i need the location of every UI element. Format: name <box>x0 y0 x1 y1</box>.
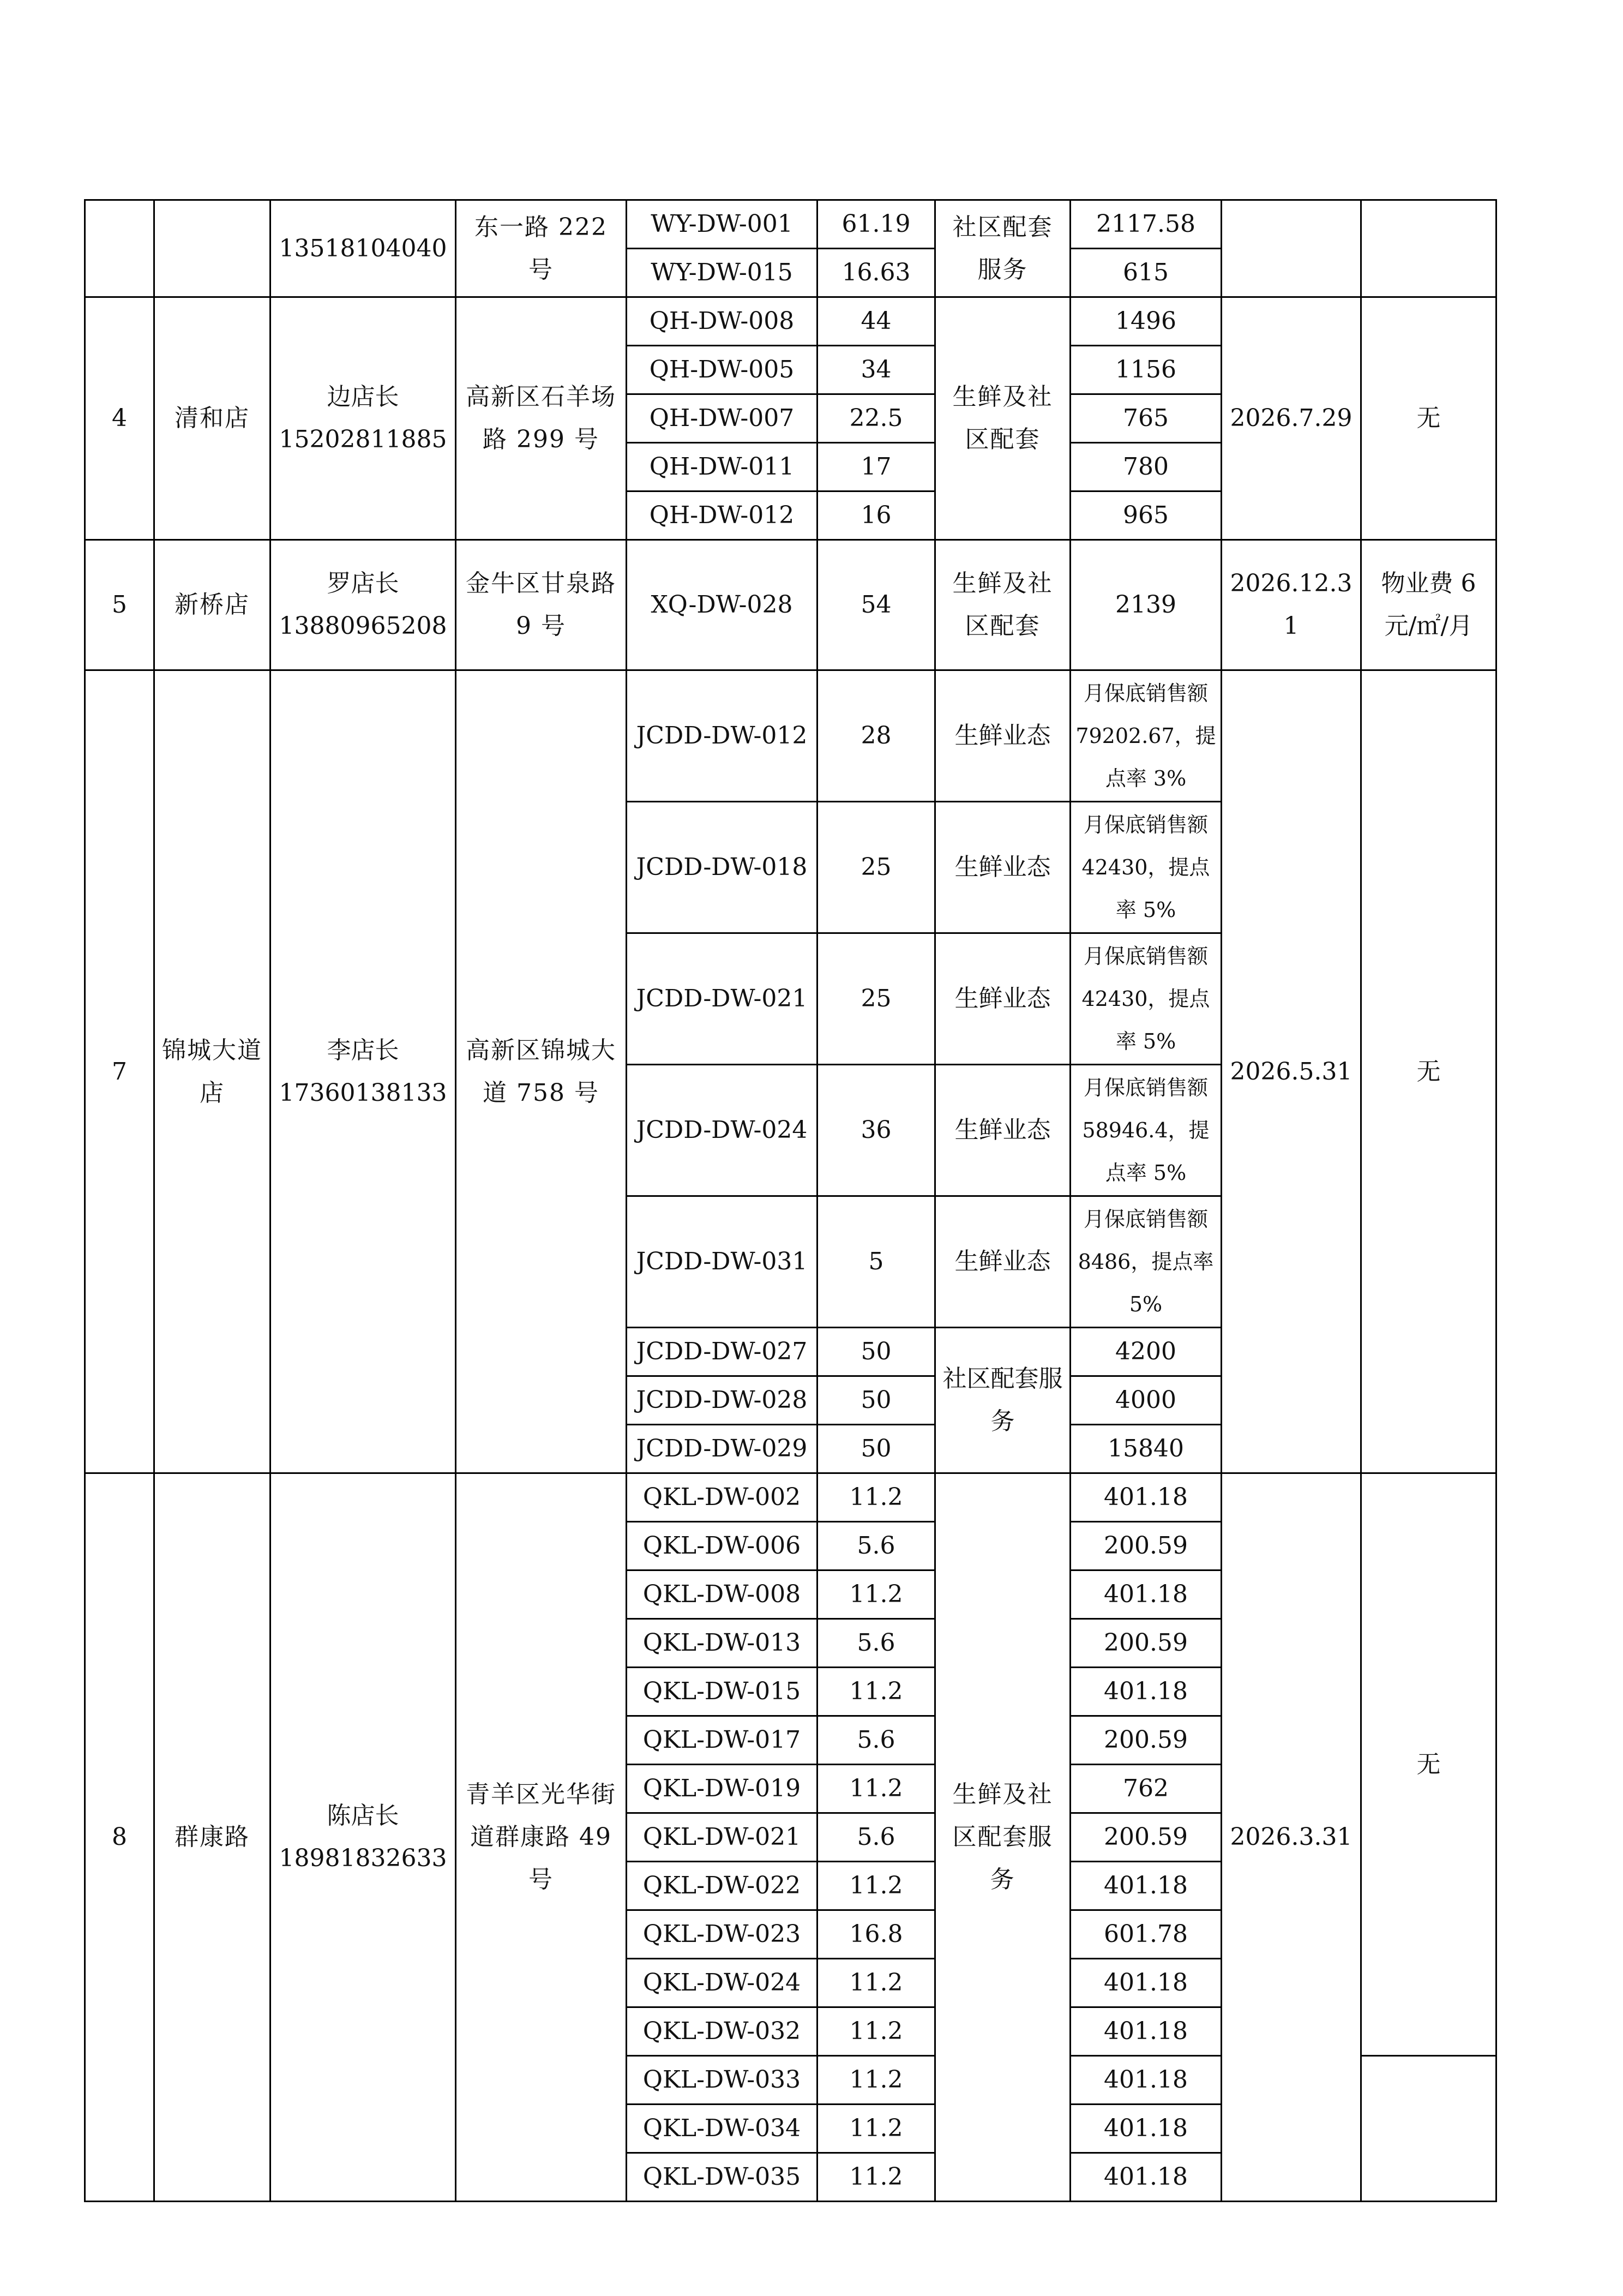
use-cell: 生鲜及社区配套 <box>935 540 1071 670</box>
date-cell <box>1222 200 1361 297</box>
unit-code: QKL-DW-019 <box>627 1765 817 1813</box>
unit-code: QKL-DW-006 <box>627 1522 817 1570</box>
unit-rent: 762 <box>1071 1765 1222 1813</box>
unit-rent: 200.59 <box>1071 1716 1222 1765</box>
unit-rent: 780 <box>1071 443 1222 491</box>
unit-rent: 月保底销售额 79202.67，提点率 3% <box>1071 670 1222 802</box>
unit-rent: 1156 <box>1071 346 1222 394</box>
unit-rent: 401.18 <box>1071 1668 1222 1716</box>
unit-code: QH-DW-008 <box>627 297 817 346</box>
unit-area: 16 <box>817 491 935 540</box>
unit-code: QKL-DW-021 <box>627 1813 817 1862</box>
store-no-cell: 7 <box>85 670 154 1473</box>
lease-table <box>84 199 1497 2202</box>
unit-rent: 15840 <box>1071 1425 1222 1473</box>
unit-area: 11.2 <box>817 2105 935 2153</box>
unit-rent: 月保底销售额 8486，提点率 5% <box>1071 1196 1222 1328</box>
unit-area: 50 <box>817 1425 935 1473</box>
unit-code: QKL-DW-002 <box>627 1473 817 1522</box>
unit-code: QH-DW-011 <box>627 443 817 491</box>
manager-name: 李店长 <box>327 1036 399 1064</box>
unit-rent: 4200 <box>1071 1328 1222 1376</box>
manager-phone: 17360138133 <box>279 1078 447 1107</box>
contact-cell: 13518104040 <box>270 200 456 297</box>
unit-code: QKL-DW-015 <box>627 1668 817 1716</box>
unit-area: 5.6 <box>817 1813 935 1862</box>
unit-rent: 月保底销售额 58946.4，提点率 5% <box>1071 1065 1222 1196</box>
unit-area: 34 <box>817 346 935 394</box>
unit-rent: 601.78 <box>1071 1910 1222 1959</box>
store-no-cell: 8 <box>85 1473 154 2202</box>
unit-code: QKL-DW-017 <box>627 1716 817 1765</box>
unit-area: 5.6 <box>817 1716 935 1765</box>
manager-phone: 13880965208 <box>279 612 447 640</box>
date-cell: 2026.12.31 <box>1222 540 1361 670</box>
unit-code: JCDD-DW-012 <box>627 670 817 802</box>
use-cell: 生鲜业态 <box>935 1065 1071 1196</box>
use-cell: 社区配套服务 <box>935 200 1071 297</box>
date-cell: 2026.7.29 <box>1222 297 1361 540</box>
unit-rent: 200.59 <box>1071 1813 1222 1862</box>
unit-code: QKL-DW-008 <box>627 1570 817 1619</box>
unit-area: 11.2 <box>817 1765 935 1813</box>
date-cell: 2026.5.31 <box>1222 670 1361 1473</box>
manager-name: 边店长 <box>327 383 399 411</box>
unit-rent: 401.18 <box>1071 2105 1222 2153</box>
unit-area: 11.2 <box>817 2153 935 2202</box>
unit-code: QKL-DW-024 <box>627 1959 817 2007</box>
store-name-cell: 锦城大道店 <box>154 670 270 1473</box>
unit-area: 11.2 <box>817 2007 935 2056</box>
unit-area: 16.8 <box>817 1910 935 1959</box>
unit-rent: 401.18 <box>1071 1862 1222 1910</box>
unit-rent: 401.18 <box>1071 1473 1222 1522</box>
store-name-cell <box>154 200 270 297</box>
unit-area: 11.2 <box>817 1668 935 1716</box>
unit-code: QH-DW-005 <box>627 346 817 394</box>
unit-code: JCDD-DW-028 <box>627 1376 817 1425</box>
contact-cell <box>270 297 456 540</box>
unit-area: 11.2 <box>817 1570 935 1619</box>
unit-code: QKL-DW-033 <box>627 2056 817 2105</box>
store-no-cell: 5 <box>85 540 154 670</box>
unit-code: QH-DW-012 <box>627 491 817 540</box>
note-cell: 无 <box>1361 297 1496 540</box>
unit-rent: 200.59 <box>1071 1522 1222 1570</box>
unit-rent: 4000 <box>1071 1376 1222 1425</box>
unit-rent: 401.18 <box>1071 2056 1222 2105</box>
store-name-cell: 清和店 <box>154 297 270 540</box>
manager-name: 罗店长 <box>327 569 399 597</box>
unit-area: 11.2 <box>817 1959 935 2007</box>
address-cell: 金牛区甘泉路 9 号 <box>456 540 627 670</box>
address-cell: 高新区锦城大道 758 号 <box>456 670 627 1473</box>
unit-rent: 401.18 <box>1071 1570 1222 1619</box>
unit-code: QKL-DW-032 <box>627 2007 817 2056</box>
use-cell: 生鲜业态 <box>935 933 1071 1065</box>
unit-area: 11.2 <box>817 1862 935 1910</box>
unit-area: 61.19 <box>817 200 935 249</box>
unit-code: JCDD-DW-024 <box>627 1065 817 1196</box>
note-cell-empty <box>1361 2056 1496 2202</box>
unit-area: 50 <box>817 1376 935 1425</box>
contact-cell <box>270 1473 456 2202</box>
unit-code: QKL-DW-013 <box>627 1619 817 1668</box>
address-cell: 高新区石羊场路 299 号 <box>456 297 627 540</box>
unit-rent: 月保底销售额 42430，提点率 5% <box>1071 802 1222 933</box>
store-name-cell: 群康路 <box>154 1473 270 2202</box>
unit-area: 25 <box>817 933 935 1065</box>
store-no-cell <box>85 200 154 297</box>
unit-rent: 2139 <box>1071 540 1222 670</box>
unit-area: 25 <box>817 802 935 933</box>
store-no-cell: 4 <box>85 297 154 540</box>
unit-rent: 1496 <box>1071 297 1222 346</box>
unit-rent: 月保底销售额 42430，提点率 5% <box>1071 933 1222 1065</box>
unit-rent: 965 <box>1071 491 1222 540</box>
date-cell: 2026.3.31 <box>1222 1473 1361 2202</box>
use-cell: 生鲜业态 <box>935 802 1071 933</box>
unit-area: 11.2 <box>817 2056 935 2105</box>
unit-code: WY-DW-001 <box>627 200 817 249</box>
unit-area: 28 <box>817 670 935 802</box>
store-name-cell: 新桥店 <box>154 540 270 670</box>
unit-code: QKL-DW-034 <box>627 2105 817 2153</box>
use-cell: 生鲜及社区配套服务 <box>935 1473 1071 2202</box>
unit-area: 5 <box>817 1196 935 1328</box>
unit-rent: 401.18 <box>1071 2007 1222 2056</box>
unit-rent: 401.18 <box>1071 1959 1222 2007</box>
unit-code: WY-DW-015 <box>627 249 817 297</box>
use-cell: 生鲜业态 <box>935 670 1071 802</box>
unit-area: 17 <box>817 443 935 491</box>
contact-cell <box>270 540 456 670</box>
unit-code: QH-DW-007 <box>627 394 817 443</box>
unit-area: 36 <box>817 1065 935 1196</box>
address-cell: 东一路 222 号 <box>456 200 627 297</box>
manager-phone: 15202811885 <box>279 425 447 453</box>
unit-rent: 615 <box>1071 249 1222 297</box>
note-cell: 无 <box>1361 1473 1496 2056</box>
note-cell: 物业费 6 元/㎡/月 <box>1361 540 1496 670</box>
note-cell: 无 <box>1361 670 1496 1473</box>
unit-area: 54 <box>817 540 935 670</box>
unit-code: XQ-DW-028 <box>627 540 817 670</box>
note-cell <box>1361 200 1496 297</box>
unit-code: JCDD-DW-031 <box>627 1196 817 1328</box>
unit-rent: 765 <box>1071 394 1222 443</box>
unit-rent: 200.59 <box>1071 1619 1222 1668</box>
unit-code: JCDD-DW-018 <box>627 802 817 933</box>
unit-area: 16.63 <box>817 249 935 297</box>
contact-cell <box>270 670 456 1473</box>
unit-code: QKL-DW-022 <box>627 1862 817 1910</box>
unit-area: 22.5 <box>817 394 935 443</box>
unit-area: 5.6 <box>817 1619 935 1668</box>
unit-code: QKL-DW-035 <box>627 2153 817 2202</box>
unit-code: JCDD-DW-029 <box>627 1425 817 1473</box>
use-cell: 生鲜及社区配套 <box>935 297 1071 540</box>
unit-area: 5.6 <box>817 1522 935 1570</box>
unit-rent: 2117.58 <box>1071 200 1222 249</box>
manager-phone: 18981832633 <box>279 1844 447 1872</box>
use-cell: 生鲜业态 <box>935 1196 1071 1328</box>
address-cell: 青羊区光华街道群康路 49 号 <box>456 1473 627 2202</box>
use-cell: 社区配套服务 <box>935 1328 1071 1473</box>
unit-area: 50 <box>817 1328 935 1376</box>
manager-name: 陈店长 <box>327 1802 399 1830</box>
unit-area: 44 <box>817 297 935 346</box>
unit-code: JCDD-DW-021 <box>627 933 817 1065</box>
unit-code: JCDD-DW-027 <box>627 1328 817 1376</box>
unit-code: QKL-DW-023 <box>627 1910 817 1959</box>
unit-area: 11.2 <box>817 1473 935 1522</box>
unit-rent: 401.18 <box>1071 2153 1222 2202</box>
